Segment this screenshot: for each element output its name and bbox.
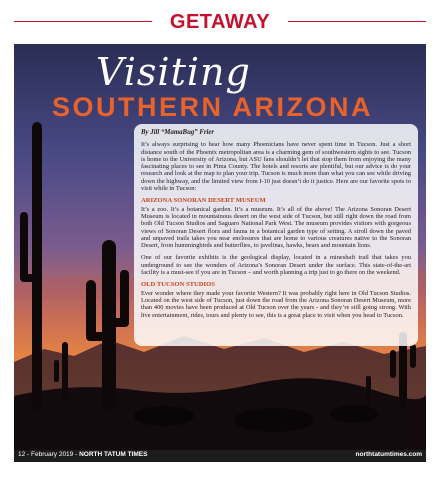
article-text-box <box>134 124 418 346</box>
section-title: GETAWAY <box>169 11 271 33</box>
footer-folio: 12 - February 2019 - NORTH TATUM TIMES <box>18 451 148 458</box>
header-rule-left <box>14 21 152 22</box>
subheading-desert-museum: ARIZONA SONORAN DESERT MUSEUM <box>141 197 266 205</box>
section-header <box>0 0 440 42</box>
footer-issue-date: February 2019 <box>31 451 74 458</box>
desert-museum-paragraph-1: It’s a zoo. It’s a botanical garden. It’s a museum. It’s all of the above! The Arizona Sonoran Desert Museum is located in mountainous desert on the west side of Tucson, but still right down the road from both Old Tucson Studios and Saguaro National Park West. The museum provides visitors with gorgeous views of Sonoran Desert flora and fauna in a botanical garden type of setting. A stroll down the paved and unpaved trails takes you near enclosures that are home to various creatures native to the Sonoran Desert, from hummingbirds and butterflies, to javelinas, hawks, bears and mountain lions. <box>141 205 411 250</box>
footer-publication: NORTH TATUM TIMES <box>79 451 148 458</box>
footer-website: northtatumtimes.com <box>355 451 422 458</box>
footer-page-number: 12 <box>18 451 26 458</box>
article-byline: By Jill “MamaBug” Frier <box>141 129 215 136</box>
page-footer <box>14 450 426 462</box>
desert-museum-paragraph-2: One of our favorite exhibits is the geological display, located in a mineshaft trail that takes you underground to see the wonders of Arizona’s Sonoran Desert under the surface. This state-of-the-art facility is a must-see if you are in Tucson – and worth planning a trip just to go there on the weekend. <box>141 254 411 277</box>
old-tucson-paragraph: Ever wonder where they made your favorite Western? It was probably right here in Old Tucson Studios. Located on the west side of Tucson, just down the road from the Arizona Sonoran Desert Museum, more than 400 movies have been produced at Old Tucson over the years - and they’re still going strong. With live entertainment, rides, tours and plenty to see, this is a great place to visit when you head to Tucson. <box>141 289 411 319</box>
hero-script-title: Visiting <box>96 50 251 94</box>
subheading-old-tucson: OLD TUCSON STUDIOS <box>141 281 215 289</box>
hero-main-title: SOUTHERN ARIZONA <box>52 92 373 122</box>
header-rule-right <box>288 21 426 22</box>
article-intro: It’s always surprising to hear how many Phoenicians have never spent time in Tucson. Just a short distance south of the Phoenix metropolitan area is a charming gem of southwestern sights to see. Tucson is home to the University of Arizona, but ASU fans shouldn’t let that stop them from enjoying the many fascinating places to see in Pima County. The hotels and resorts are plentiful, but our advice is do your research and look at the map to plan your trip. Tucson is much more than what you can see while driving down the highway, and the limited view from I-10 just doesn’t do it justice. Here are our favorite spots to visit while in Tucson: <box>141 141 411 193</box>
